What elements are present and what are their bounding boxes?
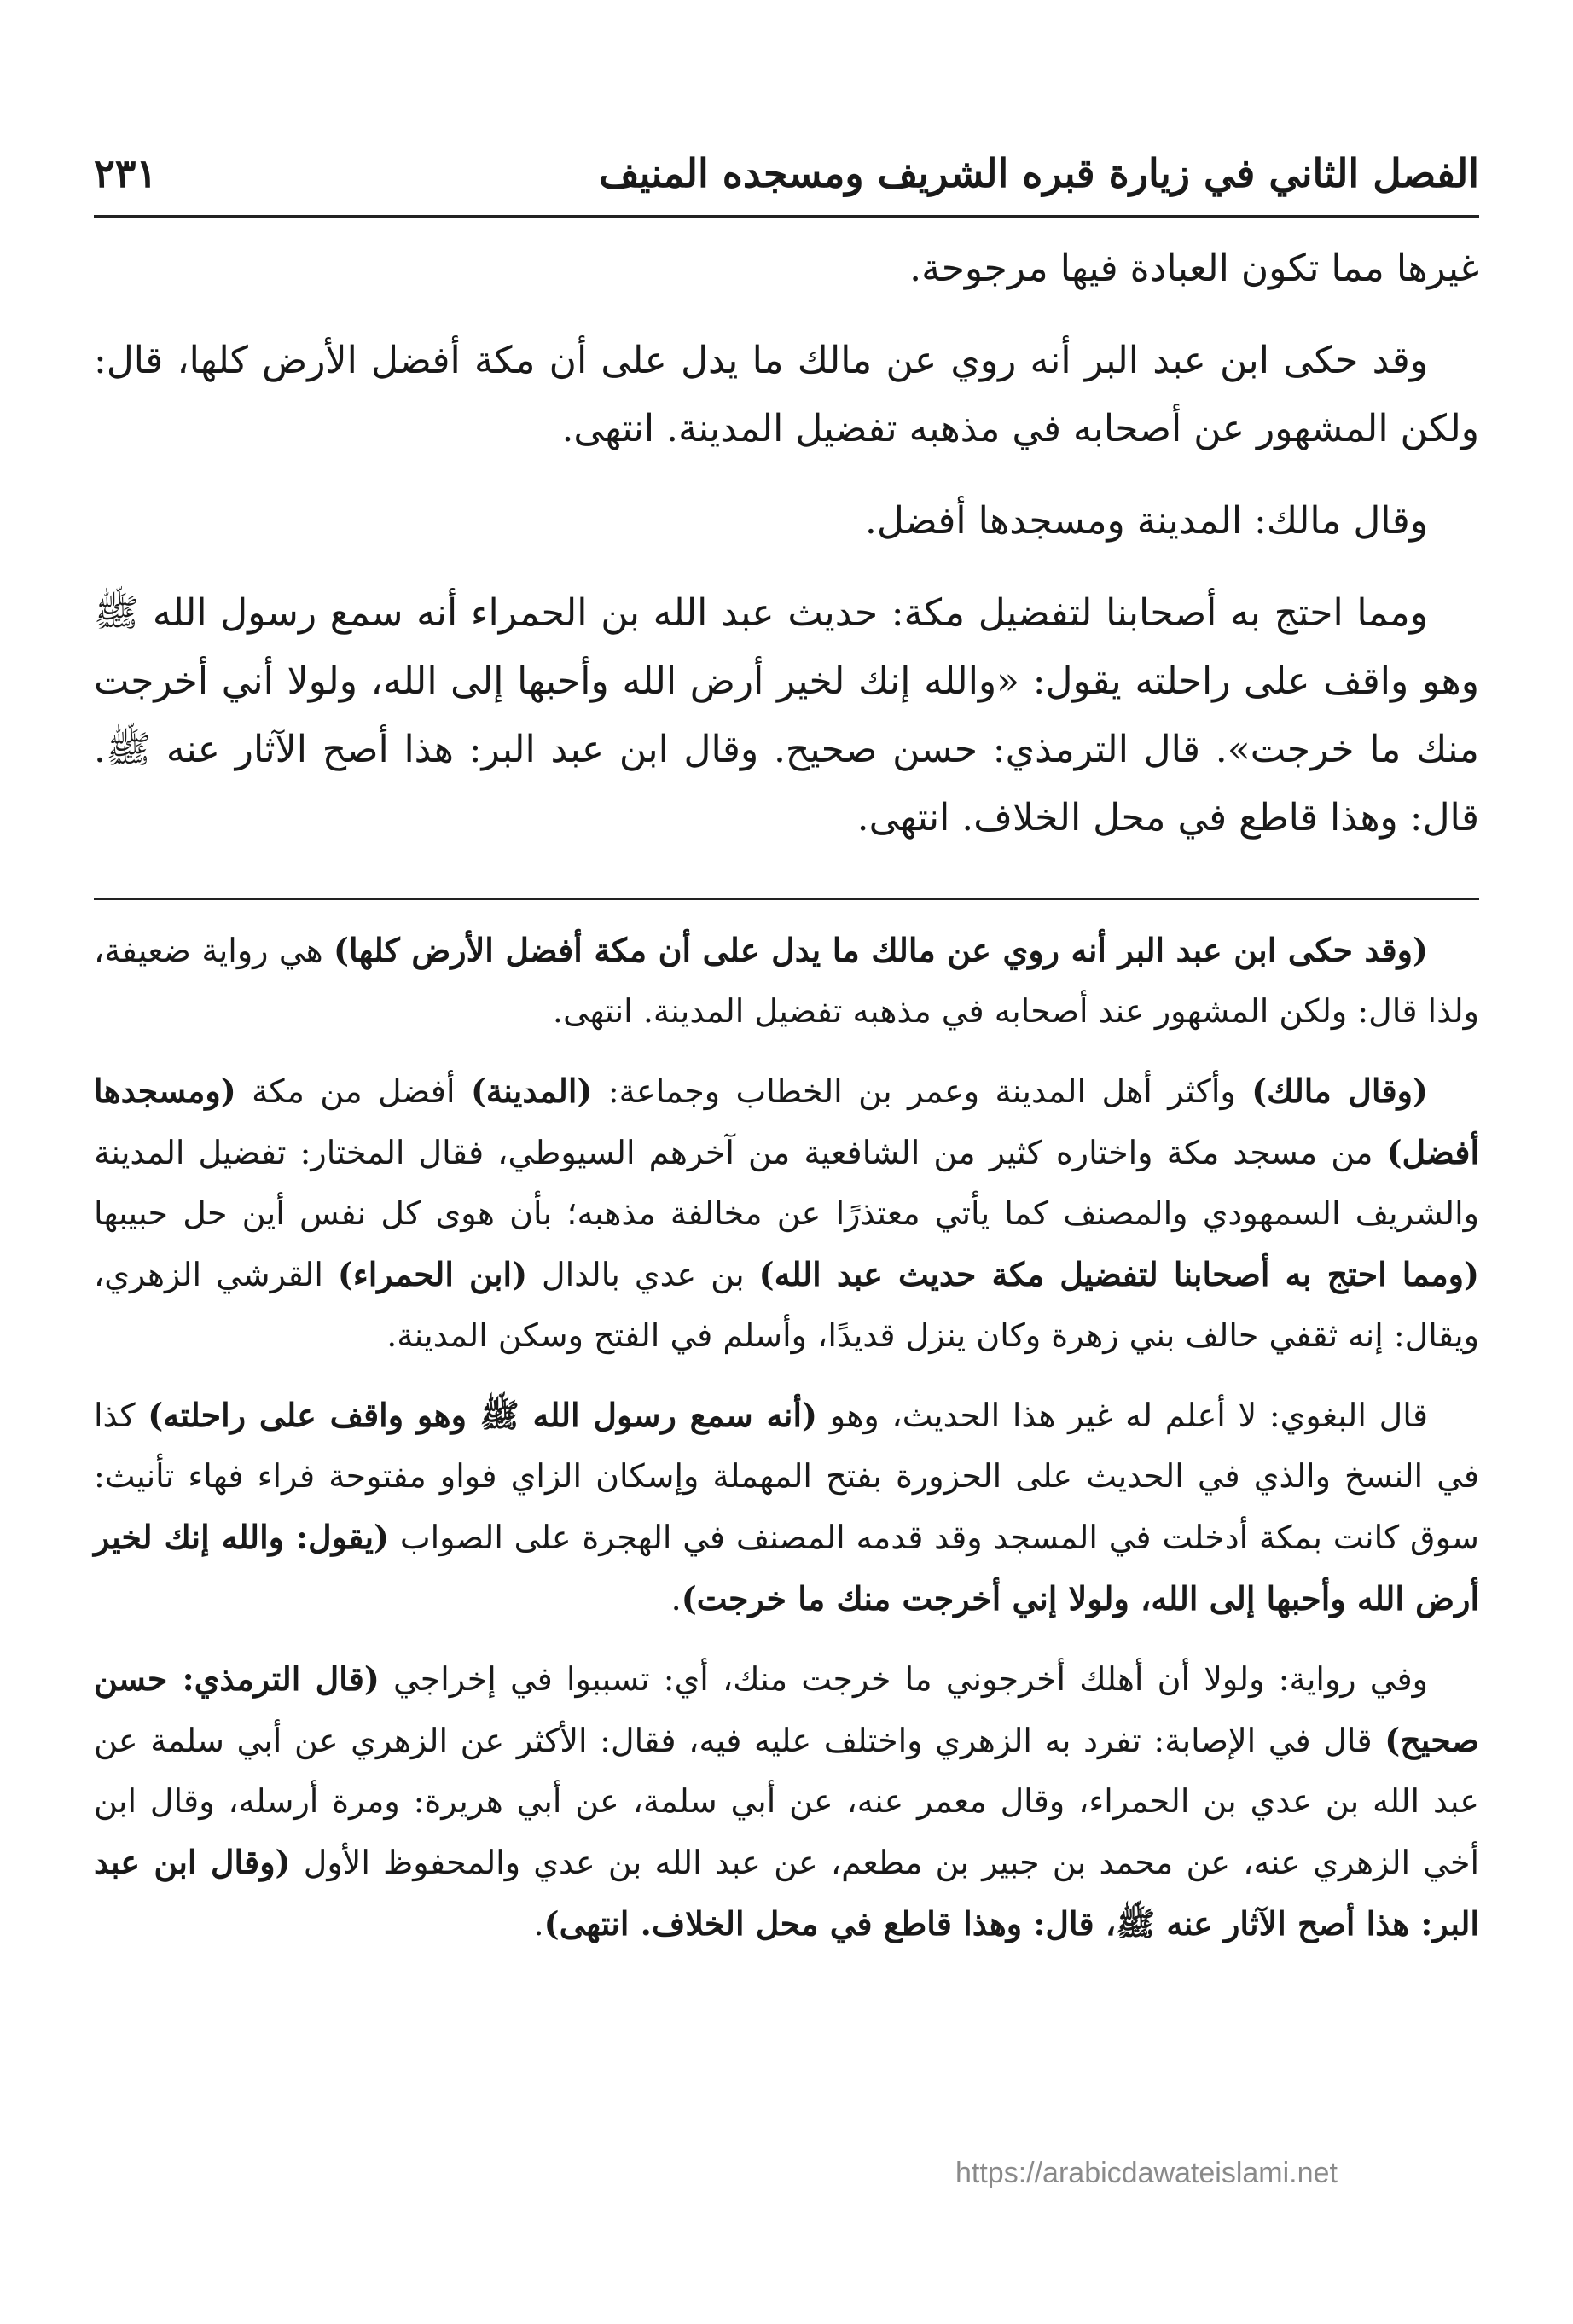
commentary-text: وأكثر أهل المدينة وعمر بن الخطاب وجماعة:: [592, 1072, 1252, 1110]
commentary-paragraph: [94, 920, 1479, 1042]
watermark-url: https://arabicdawateislami.net: [955, 2157, 1338, 2189]
main-paragraph: وقد حكى ابن عبد البر أنه روي عن مالك ما يدل على أن مكة أفضل الأرض كلها، قال: ولكن المشهور عن أصحابه في مذهبه تفضيل المدينة. انتهى.: [94, 339, 1479, 450]
quoted-text: (ابن الحمراء): [337, 1255, 528, 1293]
commentary-text: كذا في النسخ والذي في الحديث على الحزورة بفتح المهملة وإسكان الزاي فواو مفتوحة فراء فهاء تأنيث: سوق كانت بمكة أدخلت في المسجد وقد قدمه المصنف في الهجرة على الصواب: [94, 1397, 1479, 1556]
commentary: [94, 920, 1479, 1973]
commentary-divider: [94, 898, 1479, 900]
main-paragraph: غيرها مما تكون العبادة فيها مرجوحة.: [909, 247, 1479, 290]
main-text: [94, 235, 1479, 876]
main-paragraph: ومما احتج به أصحابنا لتفضيل مكة: حديث عبد الله بن الحمراء أنه سمع رسول الله ﷺ وهو واقف على راحلته يقول: «والله إنك لخير أرض الله وأحبها إلى الله، ولولا أني أخرجت منك ما خرجت». قال الترمذي: حسن صحيح. وقال ابن عبد البر: هذا أصح الآثار عنه ﷺ. قال: وهذا قاطع في محل الخلاف. انتهى.: [94, 591, 1479, 840]
quoted-text: (ومسجدها أفضل): [94, 1072, 1479, 1171]
quoted-text: (وقد حكى ابن عبد البر أنه روي عن مالك ما يدل على أن مكة أفضل الأرض كلها): [334, 931, 1428, 969]
commentary-text: قال في الإصابة: تفرد به الزهري واختلف عليه فيه، فقال: الأكثر عن الزهري عن أبي سلمة عن عبد الله بن عدي بن الحمراء، وقال معمر عنه، عن أبي سلمة، عن أبي هريرة: ومرة أرسله، وقال ابن أخي الزهري عنه، عن محمد بن جبير بن مطعم، عن عبد الله بن عدي والمحفوظ الأول: [94, 1722, 1480, 1881]
header-divider: [94, 215, 1479, 218]
commentary-text: هي رواية ضعيفة، ولذا قال: ولكن المشهور عند أصحابه في مذهبه تفضيل المدينة. انتهى.: [94, 932, 1479, 1030]
commentary-text: القرشي الزهري، ويقال: إنه ثقفي حالف بني زهرة وكان ينزل قديدًا، وأسلم في الفتح وسكن المدينة.: [94, 1256, 1479, 1354]
commentary-text: وفي رواية: ولولا أن أهلك أخرجوني ما خرجت منك، أي: تسببوا في إخراجي: [379, 1660, 1428, 1698]
quoted-text: (وقال مالك): [1251, 1072, 1428, 1110]
quoted-text: (قال الترمذي: حسن صحيح): [94, 1659, 1479, 1759]
quoted-text: (أنه سمع رسول الله ﷺ وهو واقف على راحلته): [148, 1396, 818, 1434]
commentary-text: قال البغوي: لا أعلم له غير هذا الحديث، وهو: [817, 1397, 1428, 1434]
page-number: ٢٣١: [94, 150, 158, 196]
commentary-paragraph: [94, 1648, 1479, 1955]
chapter-title: الفصل الثاني في زيارة قبره الشريف ومسجده المنيف: [599, 150, 1479, 196]
quoted-text: (المدينة): [470, 1072, 593, 1110]
page-header: [94, 128, 1479, 196]
quoted-text: (ومما احتج به أصحابنا لتفضيل مكة حديث عبد الله): [758, 1255, 1479, 1293]
quoted-text: (وقال ابن عبد البر: هذا أصح الآثار عنه ﷺ، قال: وهذا قاطع في محل الخلاف. انتهى): [94, 1843, 1479, 1943]
quoted-text: (يقول: والله إنك لخير أرض الله وأحبها إلى الله، ولولا إني أخرجت منك ما خرجت): [94, 1518, 1479, 1618]
commentary-text: أفضل من مكة: [235, 1072, 471, 1110]
commentary-text: بن عدي بالدال: [527, 1256, 759, 1293]
commentary-text: .: [670, 1580, 682, 1618]
main-paragraph: وقال مالك: المدينة ومسجدها أفضل.: [864, 499, 1428, 543]
commentary-paragraph: [94, 1385, 1479, 1630]
commentary-text: .: [533, 1905, 544, 1943]
commentary-text: من مسجد مكة واختاره كثير من الشافعية من آخرهم السيوطي، فقال المختار: تفضيل المدينة والشريف السمهودي والمصنف كما يأتي معتذرًا عن مخالفة مذهبه؛ بأن هوى كل نفس أين حل حبيبها: [94, 1134, 1479, 1232]
commentary-paragraph: [94, 1060, 1479, 1366]
